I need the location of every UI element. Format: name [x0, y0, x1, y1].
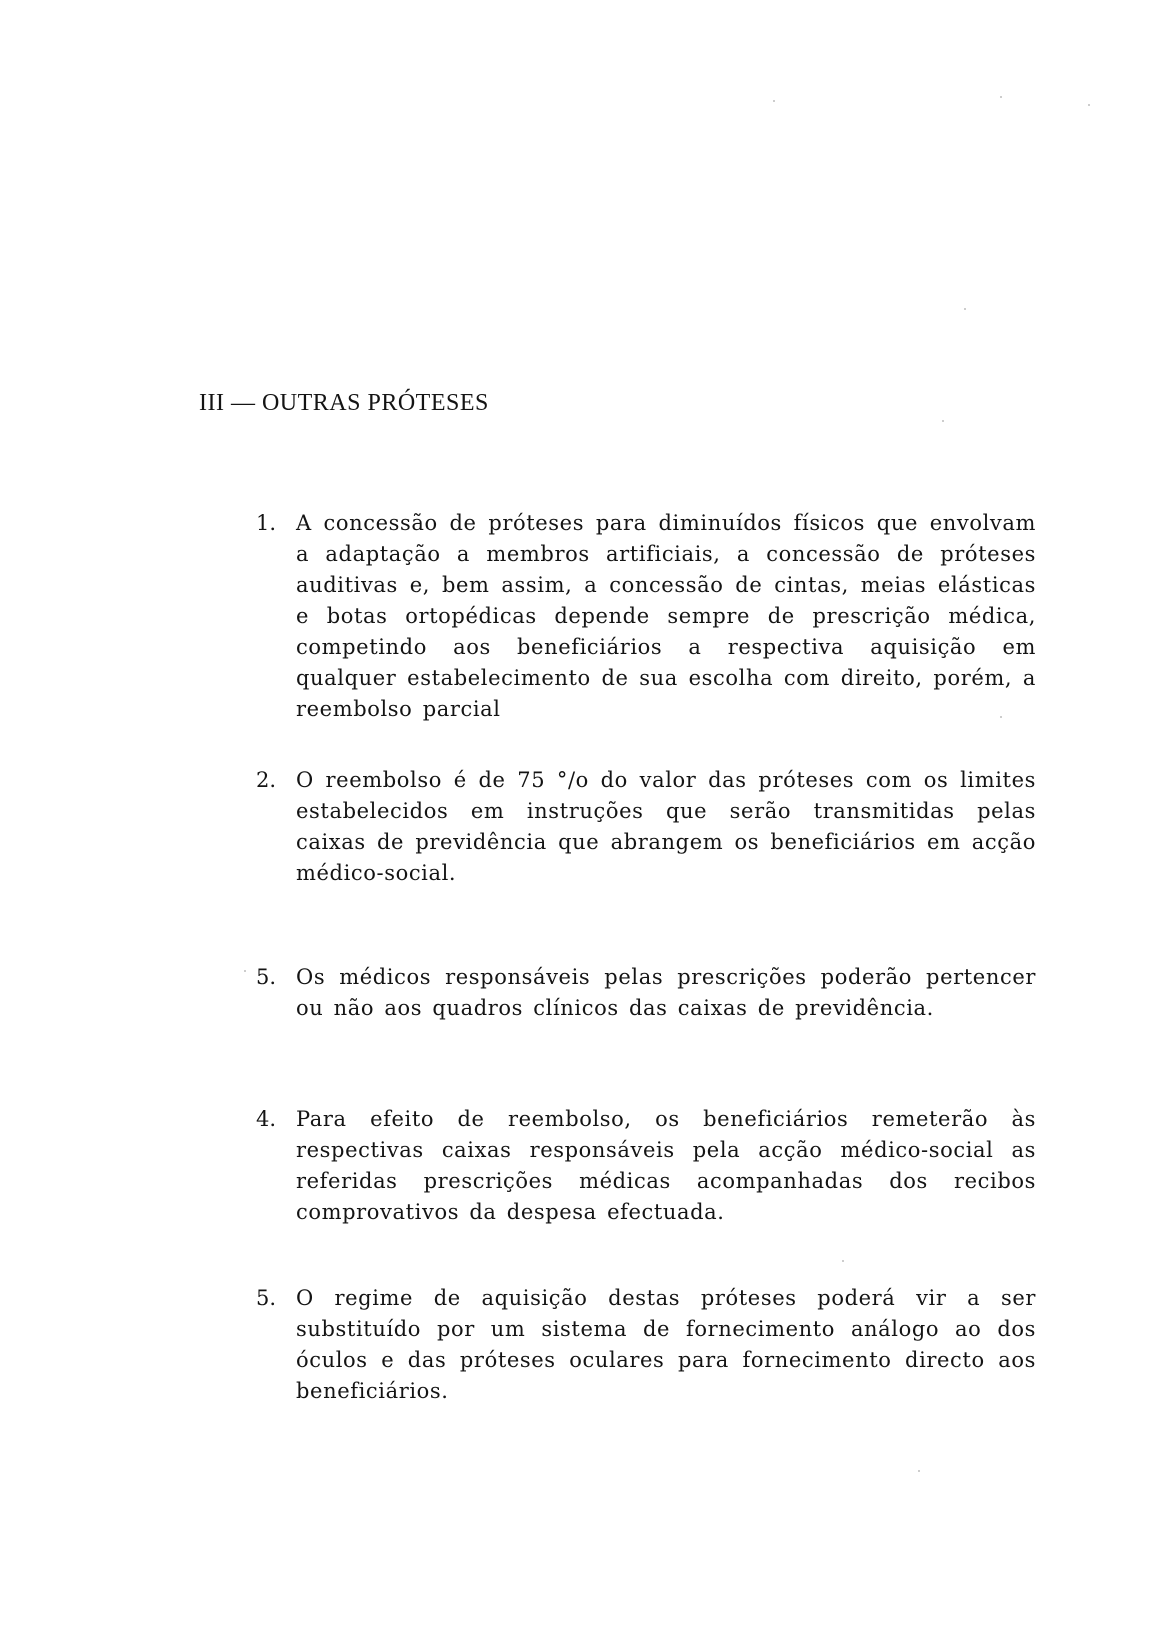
item-number: 5. [256, 1286, 277, 1310]
scan-speck [964, 308, 966, 310]
item-number: 5. [256, 965, 277, 989]
scan-speck [1000, 96, 1002, 98]
scan-speck [918, 1470, 920, 1472]
item-text: Os médicos responsáveis pelas prescrições poderão pertencer ou não aos quadros clínicos das caixas de previdência. [296, 965, 1036, 1020]
scan-speck [942, 420, 944, 422]
item-text: Para efeito de reembolso, os beneficiários remeterão às respectivas caixas responsáveis pela acção médico-social as referidas prescrições médicas acompanhadas dos recibos comprovativos da despesa efectuada. [296, 1107, 1036, 1224]
item-number: 4. [256, 1107, 277, 1131]
scan-speck [1088, 104, 1090, 106]
section-title: III — OUTRAS PRÓTESES [199, 390, 489, 416]
scan-speck [773, 100, 775, 102]
scan-speck [244, 970, 246, 972]
scan-speck [1000, 716, 1002, 718]
item-text: O reembolso é de 75 °/o do valor das próteses com os limites estabelecidos em instruções que serão transmitidas pelas caixas de previdência que abrangem os beneficiários em acção médico-social. [296, 768, 1036, 885]
item-text: O regime de aquisição destas próteses poderá vir a ser substituído por um sistema de fornecimento análogo ao dos óculos e das próteses oculares para fornecimento directo aos beneficiários. [296, 1286, 1036, 1403]
item-number: 1. [256, 511, 277, 535]
scan-speck [842, 1260, 844, 1262]
item-text: A concessão de próteses para diminuídos físicos que envolvam a adaptação a membros artificiais, a concessão de próteses auditivas e, bem assim, a concessão de cintas, meias elásticas e botas ortopédicas depende sempre de prescrição médica, competindo aos beneficiários a respectiva aquisição em qualquer estabelecimento de sua escolha com direito, porém, a reembolso parcial [296, 511, 1036, 721]
item-number: 2. [256, 768, 277, 792]
